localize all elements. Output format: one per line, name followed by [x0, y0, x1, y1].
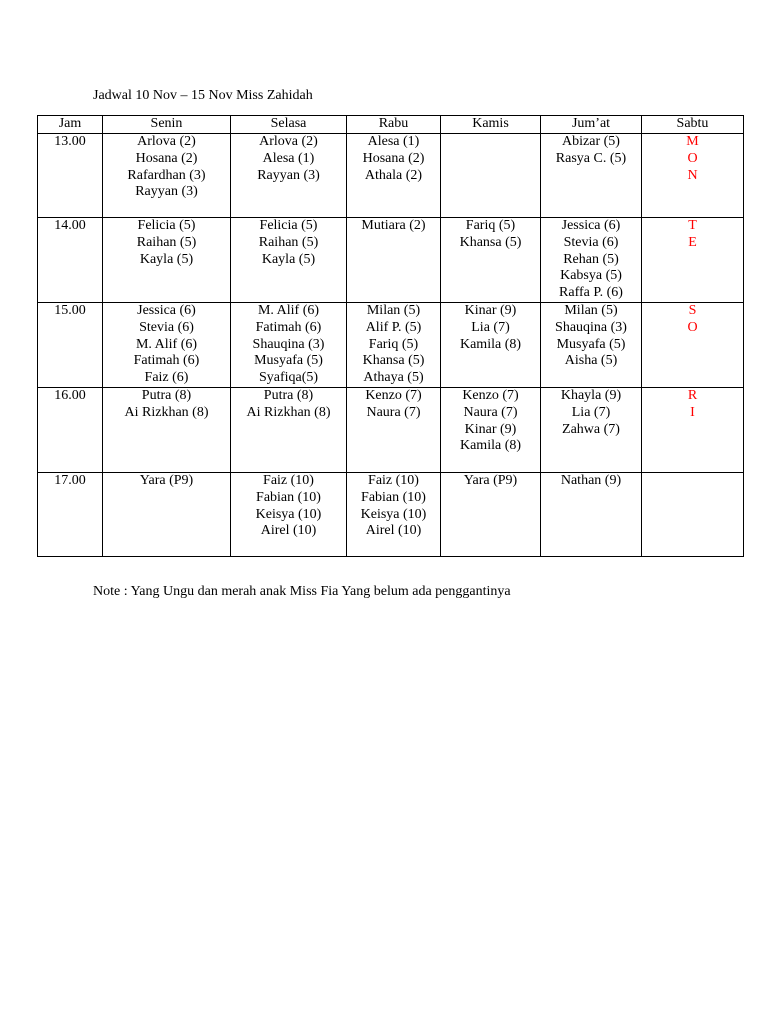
student-entry: Keisya (10): [360, 506, 427, 522]
student-entry: Khansa (5): [459, 234, 522, 250]
student-entry: Fatimah (6): [255, 319, 322, 335]
header-selasa: Selasa: [231, 116, 347, 134]
sabtu-cell: [642, 472, 744, 556]
header-sabtu: Sabtu: [642, 116, 744, 134]
rabu-cell: [347, 387, 441, 472]
student-entry: Syafiqa(5): [258, 370, 319, 386]
student-entry: Milan (5): [564, 303, 618, 318]
student-entry: Fabian (10): [361, 489, 426, 505]
student-entry: Faiz (10): [368, 472, 419, 488]
time-cell: [38, 134, 103, 218]
time-label: 15.00: [54, 303, 86, 318]
senin-cell: [103, 218, 231, 303]
student-entry: Raihan (5): [258, 234, 319, 250]
sabtu-letter: I: [690, 404, 695, 420]
sabtu-cell: [642, 134, 744, 218]
header-jam: Jam: [38, 116, 103, 134]
student-entry: Kayla (5): [261, 251, 316, 267]
header-senin: Senin: [103, 116, 231, 134]
student-entry: Shauqina (3): [252, 336, 325, 352]
student-entry: Alif P. (5): [365, 319, 422, 335]
rabu-cell: [347, 218, 441, 303]
selasa-cell: [231, 134, 347, 218]
header-rabu: Rabu: [347, 116, 441, 134]
time-cell: [38, 218, 103, 303]
student-entry: Aisha (5): [564, 353, 618, 369]
kamis-cell: [441, 303, 541, 388]
schedule-table: [37, 115, 744, 557]
student-entry: Fariq (5): [368, 336, 419, 352]
sabtu-letter: T: [688, 218, 697, 233]
student-entry: Felicia (5): [137, 218, 196, 233]
student-entry: Khansa (5): [362, 353, 425, 369]
time-label: 17.00: [54, 472, 86, 488]
kamis-cell: [441, 134, 541, 218]
student-entry: Faiz (10): [263, 472, 314, 488]
student-entry: Khayla (9): [560, 387, 622, 403]
student-entry: Stevia (6): [139, 319, 194, 335]
student-entry: Kabsya (5): [560, 268, 622, 284]
selasa-cell: [231, 218, 347, 303]
student-entry: Hosana (2): [135, 150, 198, 166]
student-entry: Keisya (10): [255, 506, 322, 522]
footnote: Note : Yang Ungu dan merah anak Miss Fia Yang belum ada penggantinya: [93, 584, 511, 599]
jumat-cell: [541, 303, 642, 388]
student-entry: Musyafa (5): [556, 336, 626, 352]
student-entry: Fariq (5): [465, 218, 516, 233]
sabtu-letter: O: [687, 150, 698, 166]
time-label: 16.00: [54, 387, 86, 403]
student-entry: Airel (10): [260, 523, 317, 539]
sabtu-cell: [642, 387, 744, 472]
student-entry: Rayyan (3): [257, 167, 320, 183]
student-entry: Jessica (6): [561, 218, 621, 233]
kamis-cell: [441, 472, 541, 556]
student-entry: Ai Rizkhan (8): [124, 404, 209, 420]
student-entry: Alesa (1): [262, 150, 315, 166]
student-entry: Alesa (1): [367, 134, 420, 149]
student-entry: Putra (8): [263, 387, 314, 403]
student-entry: Kamila (8): [459, 336, 522, 352]
table-row: [38, 218, 744, 303]
selasa-cell: [231, 387, 347, 472]
student-entry: Zahwa (7): [562, 421, 620, 437]
jumat-cell: [541, 218, 642, 303]
student-entry: Kamila (8): [459, 438, 522, 454]
student-entry: Fatimah (6): [133, 353, 200, 369]
senin-cell: [103, 303, 231, 388]
student-entry: Milan (5): [366, 303, 421, 318]
student-entry: Yara (P9): [139, 472, 194, 488]
time-cell: [38, 387, 103, 472]
student-entry: Faiz (6): [144, 370, 189, 386]
student-entry: Arlova (2): [259, 134, 318, 149]
table-row: [38, 472, 744, 556]
student-entry: Jessica (6): [137, 303, 196, 318]
student-entry: Shauqina (3): [555, 319, 627, 335]
sabtu-letter: M: [686, 134, 699, 149]
student-entry: Athaya (5): [363, 370, 424, 386]
student-entry: Abizar (5): [562, 134, 620, 149]
student-entry: Rayyan (3): [135, 184, 198, 200]
time-cell: [38, 303, 103, 388]
student-entry: Mutiara (2): [361, 218, 426, 233]
student-entry: Fabian (10): [256, 489, 321, 505]
student-entry: Lia (7): [471, 319, 510, 335]
student-entry: Raffa P. (6): [559, 285, 623, 301]
senin-cell: [103, 472, 231, 556]
selasa-cell: [231, 303, 347, 388]
header-jumat: Jum’at: [541, 116, 642, 134]
time-label: 14.00: [54, 218, 86, 233]
selasa-cell: [231, 472, 347, 556]
student-entry: Arlova (2): [137, 134, 196, 149]
table-row: [38, 134, 744, 218]
table-row: [38, 303, 744, 388]
student-entry: Stevia (6): [563, 234, 619, 250]
kamis-cell: [441, 218, 541, 303]
student-entry: Kenzo (7): [462, 387, 519, 403]
student-entry: Kenzo (7): [365, 387, 422, 403]
student-entry: Lia (7): [571, 404, 611, 420]
student-entry: Kinar (9): [464, 303, 517, 318]
student-entry: Kayla (5): [139, 251, 194, 267]
student-entry: Ai Rizkhan (8): [246, 404, 331, 420]
kamis-cell: [441, 387, 541, 472]
student-entry: Kinar (9): [464, 421, 517, 437]
sabtu-letter: N: [687, 167, 698, 183]
student-entry: Yara (P9): [463, 472, 518, 488]
rabu-cell: [347, 303, 441, 388]
student-entry: Airel (10): [365, 523, 422, 539]
student-entry: Putra (8): [141, 387, 192, 403]
student-entry: Musyafa (5): [254, 353, 323, 369]
student-entry: Raihan (5): [136, 234, 197, 250]
sabtu-cell: [642, 218, 744, 303]
sabtu-cell: [642, 303, 744, 388]
jumat-cell: [541, 134, 642, 218]
student-entry: M. Alif (6): [135, 336, 198, 352]
sabtu-letter: E: [688, 234, 697, 250]
senin-cell: [103, 387, 231, 472]
student-entry: Hosana (2): [362, 150, 425, 166]
student-entry: Athala (2): [364, 167, 423, 183]
sabtu-letter: O: [687, 319, 698, 335]
time-cell: [38, 472, 103, 556]
student-entry: Nathan (9): [560, 472, 622, 488]
header-kamis: Kamis: [441, 116, 541, 134]
jumat-cell: [541, 387, 642, 472]
student-entry: Rehan (5): [563, 251, 619, 267]
student-entry: Felicia (5): [259, 218, 318, 233]
table-row: [38, 387, 744, 472]
student-entry: Rasya C. (5): [555, 150, 627, 166]
student-entry: Rafardhan (3): [127, 167, 206, 183]
student-entry: Naura (7): [366, 404, 421, 420]
header-row: [38, 116, 744, 134]
sabtu-letter: S: [688, 303, 697, 318]
student-entry: M. Alif (6): [257, 303, 320, 318]
time-label: 13.00: [54, 134, 86, 149]
rabu-cell: [347, 134, 441, 218]
document-title: Jadwal 10 Nov – 15 Nov Miss Zahidah: [93, 88, 313, 103]
jumat-cell: [541, 472, 642, 556]
student-entry: Naura (7): [463, 404, 518, 420]
rabu-cell: [347, 472, 441, 556]
sabtu-letter: R: [687, 387, 698, 403]
senin-cell: [103, 134, 231, 218]
